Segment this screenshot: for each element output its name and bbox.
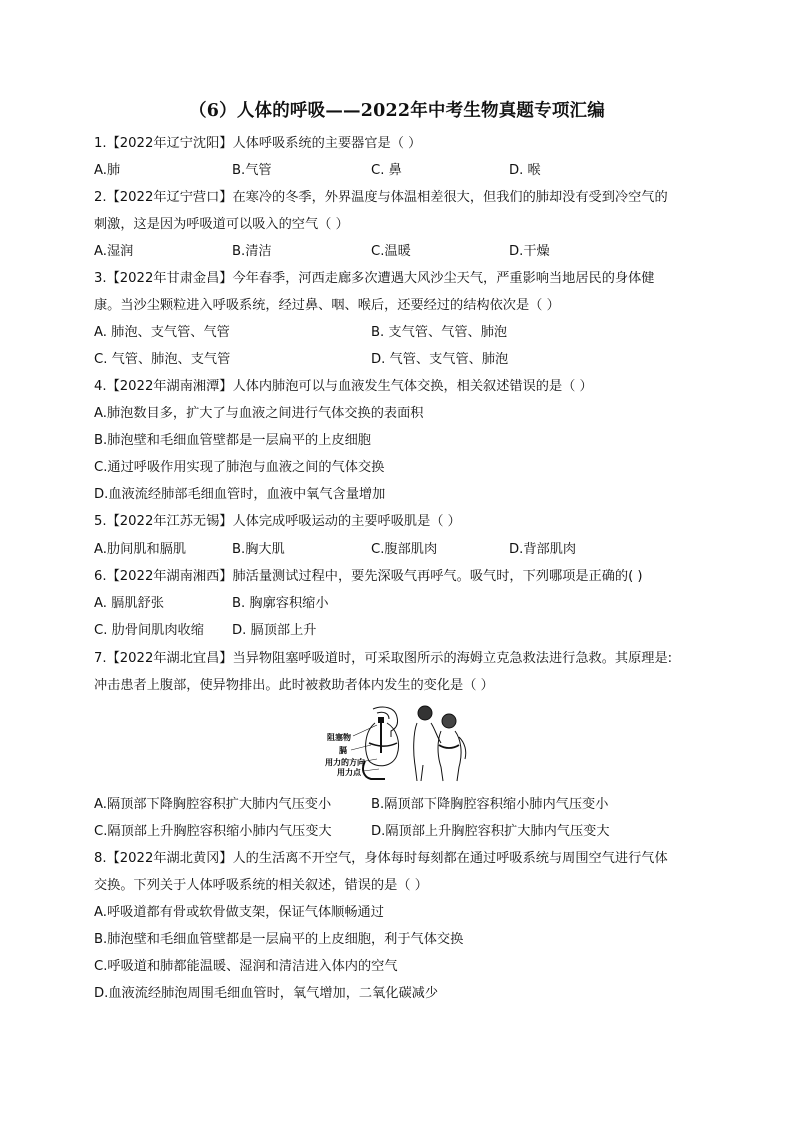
q2-option-b: B.清洁 <box>232 244 272 259</box>
q5-option-a: A.肋间肌和膈肌 <box>94 542 187 557</box>
label-diaphragm: 膈 <box>339 745 347 755</box>
q5-option-c: C.腹部肌肉 <box>371 542 438 557</box>
q3-option-c: C. 气管、肺泡、支气管 <box>94 352 231 367</box>
q4-option-d: D.血液流经肺部毛细血管时，血液中氧气含量增加 <box>94 487 386 502</box>
q4-option-c: C.通过呼吸作用实现了肺泡与血液之间的气体交换 <box>94 460 385 475</box>
q2-option-c: C.温暖 <box>371 244 411 259</box>
q1-option-d: D. 喉 <box>509 163 541 178</box>
label-force-point: 用力点 <box>337 767 361 777</box>
q8-option-d: D.血液流经肺泡周围毛细血管时，氧气增加，二氧化碳减少 <box>94 986 439 1001</box>
q6-option-d: D. 膈顶部上升 <box>232 623 317 638</box>
heimlich-rescuer-figure-icon <box>414 706 441 781</box>
q5-option-d: D.背部肌肉 <box>509 542 577 557</box>
q8-option-a: A.呼吸道都有骨或软骨做支架，保证气体顺畅通过 <box>94 905 384 920</box>
q3-option-a: A. 肺泡、支气管、气管 <box>94 325 230 340</box>
q7-option-a: A.隔顶部下降胸腔容积扩大肺内气压变小 <box>94 797 332 812</box>
q1-option-a: A.肺 <box>94 163 121 178</box>
q3-stem-line2: 康。当沙尘颗粒进入呼吸系统，经过鼻、咽、喉后，还要经过的结构依次是（ ） <box>94 298 560 313</box>
q7-option-c: C.隔顶部上升胸腔容积缩小肺内气压变大 <box>94 824 332 839</box>
label-obstruction: 阻塞物 <box>327 732 351 742</box>
q3-stem-line1: 3.【2022年甘肃金昌】今年春季，河西走廊多次遭遇大风沙尘天气，严重影响当地居民的身体健 <box>94 271 655 286</box>
q8-option-b: B.肺泡壁和毛细血管壁都是一层扁平的上皮细胞，利于气体交换 <box>94 932 464 947</box>
q2-option-d: D.干燥 <box>509 244 550 259</box>
q5-option-b: B.胸大肌 <box>232 542 285 557</box>
q7-option-b: B.隔顶部下降胸腔容积缩小肺内气压变小 <box>371 797 609 812</box>
q1-option-b: B.气管 <box>232 163 272 178</box>
q6-option-b: B. 胸廓容积缩小 <box>232 596 329 611</box>
heimlich-figure <box>325 703 475 783</box>
q4-option-b: B.肺泡壁和毛细血管壁都是一层扁平的上皮细胞 <box>94 433 371 448</box>
q4-option-a: A.肺泡数目多，扩大了与血液之间进行气体交换的表面积 <box>94 406 424 421</box>
q7-option-d: D.隔顶部上升胸腔容积扩大肺内气压变大 <box>371 824 610 839</box>
q3-option-b: B. 支气管、气管、肺泡 <box>371 325 508 340</box>
q2-stem-line1: 2.【2022年辽宁营口】在寒冷的冬季，外界温度与体温相差很大，但我们的肺却没有受到冷空气的 <box>94 190 668 205</box>
q2-stem-line2: 刺激，这是因为呼吸道可以吸入的空气（ ） <box>94 217 349 232</box>
obstruction-icon <box>378 717 384 723</box>
q6-stem: 6.【2022年湖南湘西】肺活量测试过程中，要先深吸气再呼气。吸气时，下列哪项是正确的( ) <box>94 569 643 584</box>
q8-stem-line1: 8.【2022年湖北黄冈】人的生活离不开空气，身体每时每刻都在通过呼吸系统与周围空气进行气体 <box>94 851 668 866</box>
q3-option-d: D. 气管、支气管、肺泡 <box>371 352 509 367</box>
q7-stem-line1: 7.【2022年湖北宜昌】当异物阻塞呼吸道时，可采取图所示的海姆立克急救法进行急救。其原理是: <box>94 651 673 666</box>
q8-option-c: C.呼吸道和肺都能温暖、湿润和清洁进入体内的空气 <box>94 959 398 974</box>
q4-stem: 4.【2022年湖南湘潭】人体内肺泡可以与血液发生气体交换，相关叙述错误的是（ ） <box>94 379 593 394</box>
q7-stem-line2: 冲击患者上腹部，使异物排出。此时被救助者体内发生的变化是（ ） <box>94 678 494 693</box>
q5-stem: 5.【2022年江苏无锡】人体完成呼吸运动的主要呼吸肌是（ ） <box>94 514 461 529</box>
q1-option-c: C. 鼻 <box>371 163 402 178</box>
page-title: （6）人体的呼吸——2022年中考生物真题专项汇编 <box>189 101 605 121</box>
q1-stem: 1.【2022年辽宁沈阳】人体呼吸系统的主要器官是（ ） <box>94 136 422 151</box>
q6-option-c: C. 肋骨间肌肉收缩 <box>94 623 204 638</box>
q8-stem-line2: 交换。下列关于人体呼吸系统的相关叙述，错误的是（ ） <box>94 878 428 893</box>
q2-option-a: A.湿润 <box>94 244 134 259</box>
q6-option-a: A. 膈肌舒张 <box>94 596 164 611</box>
label-force-direction: 用力的方向 <box>325 757 365 767</box>
heimlich-patient-figure-icon <box>438 714 466 781</box>
